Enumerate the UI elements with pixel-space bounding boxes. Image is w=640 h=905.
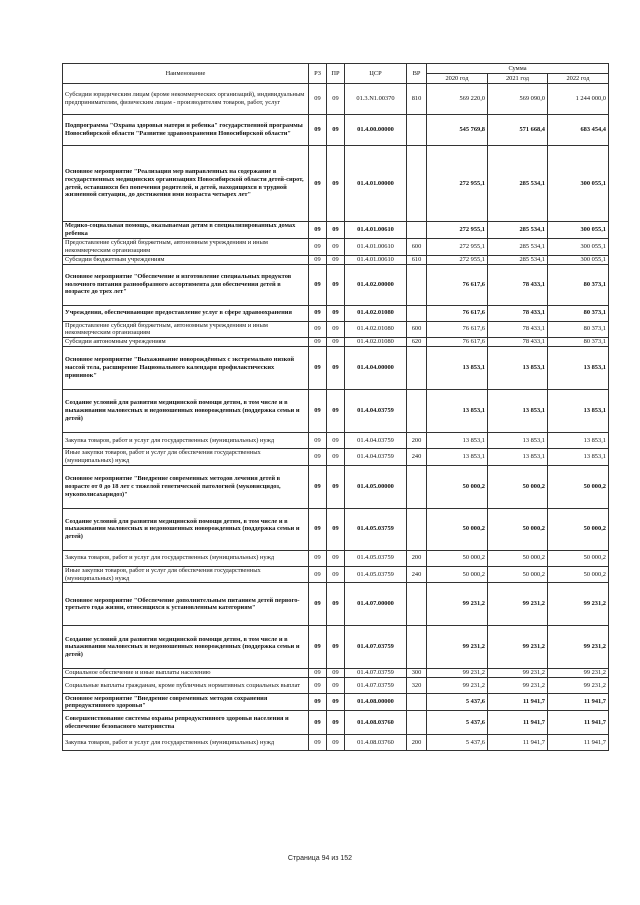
row-rz: 09 (309, 566, 327, 583)
row-amount-2020: 50 000,2 (427, 550, 488, 566)
row-csr: 01.4.05.03759 (345, 508, 407, 550)
row-vr (407, 508, 427, 550)
row-amount-2022: 13 853,1 (548, 449, 609, 466)
row-vr: 600 (407, 239, 427, 256)
row-vr (407, 264, 427, 305)
row-amount-2021: 571 668,4 (488, 115, 548, 146)
row-amount-2022: 11 941,7 (548, 694, 609, 711)
budget-table (62, 63, 609, 751)
row-amount-2020: 272 955,1 (427, 222, 488, 239)
row-amount-2020: 76 617,6 (427, 321, 488, 338)
row-amount-2021: 78 433,1 (488, 305, 548, 321)
row-amount-2021: 569 090,0 (488, 84, 548, 115)
row-amount-2020: 272 955,1 (427, 239, 488, 256)
row-csr: 01.4.02.01080 (345, 338, 407, 347)
row-amount-2020: 76 617,6 (427, 338, 488, 347)
row-csr: 01.4.00.00000 (345, 115, 407, 146)
row-pr: 09 (327, 626, 345, 669)
row-pr: 09 (327, 239, 345, 256)
row-amount-2022: 80 373,1 (548, 264, 609, 305)
row-amount-2020: 569 220,0 (427, 84, 488, 115)
row-amount-2021: 285 534,1 (488, 239, 548, 256)
table-row (63, 347, 609, 390)
row-amount-2021: 78 433,1 (488, 321, 548, 338)
row-rz: 09 (309, 669, 327, 678)
row-amount-2020: 99 231,2 (427, 678, 488, 694)
row-rz: 09 (309, 711, 327, 735)
table-row (63, 84, 609, 115)
row-vr (407, 222, 427, 239)
row-name: Социальное обеспечение и иные выплаты населению (63, 669, 309, 678)
row-pr: 09 (327, 321, 345, 338)
row-name: Основное мероприятие "Внедрение современных методов лечения детей в возрасте от 0 до 18 лет с тяжелой генетической патологией (муковисцидоз, мукополисахаридоз)" (63, 465, 309, 508)
row-vr: 200 (407, 735, 427, 751)
row-amount-2022: 99 231,2 (548, 678, 609, 694)
table-row (63, 711, 609, 735)
header-csr: ЦСР (345, 64, 407, 84)
row-vr (407, 465, 427, 508)
table-row (63, 465, 609, 508)
row-rz: 09 (309, 146, 327, 222)
row-csr: 01.4.01.00000 (345, 146, 407, 222)
row-amount-2020: 13 853,1 (427, 390, 488, 433)
row-csr: 01.4.07.03759 (345, 678, 407, 694)
row-csr: 01.4.04.03759 (345, 449, 407, 466)
row-pr: 09 (327, 449, 345, 466)
row-vr: 240 (407, 449, 427, 466)
row-rz: 09 (309, 264, 327, 305)
row-csr: 01.4.08.00000 (345, 694, 407, 711)
row-name: Иные закупки товаров, работ и услуг для обеспечения государственных (муниципальных) нужд (63, 449, 309, 466)
table-row (63, 678, 609, 694)
row-amount-2020: 76 617,6 (427, 264, 488, 305)
row-pr: 09 (327, 264, 345, 305)
row-amount-2022: 50 000,2 (548, 550, 609, 566)
row-amount-2021: 50 000,2 (488, 550, 548, 566)
row-csr: 01.4.05.00000 (345, 465, 407, 508)
row-rz: 09 (309, 735, 327, 751)
row-amount-2021: 50 000,2 (488, 566, 548, 583)
row-rz: 09 (309, 115, 327, 146)
row-pr: 09 (327, 338, 345, 347)
row-amount-2021: 13 853,1 (488, 433, 548, 449)
row-vr (407, 115, 427, 146)
row-rz: 09 (309, 583, 327, 626)
row-csr: 01.4.04.03759 (345, 390, 407, 433)
row-amount-2022: 50 000,2 (548, 508, 609, 550)
row-rz: 09 (309, 449, 327, 466)
row-rz: 09 (309, 390, 327, 433)
row-amount-2022: 50 000,2 (548, 566, 609, 583)
row-pr: 09 (327, 390, 345, 433)
row-csr: 01.4.07.00000 (345, 583, 407, 626)
row-amount-2022: 80 373,1 (548, 321, 609, 338)
table-body (63, 84, 609, 751)
row-amount-2020: 5 437,6 (427, 735, 488, 751)
row-vr: 240 (407, 566, 427, 583)
row-amount-2022: 1 244 000,0 (548, 84, 609, 115)
row-csr: 01.4.01.00610 (345, 239, 407, 256)
row-name: Предоставление субсидий бюджетным, автономным учреждениям и иным некоммерческим организациям (63, 239, 309, 256)
row-pr: 09 (327, 550, 345, 566)
row-amount-2022: 300 055,1 (548, 255, 609, 264)
row-name: Субсидии юридическим лицам (кроме некоммерческих организаций), индивидуальным предпринимателям, физическим лицам - производителям товаров, работ, услуг (63, 84, 309, 115)
row-vr: 200 (407, 433, 427, 449)
row-pr: 09 (327, 347, 345, 390)
row-vr (407, 583, 427, 626)
row-amount-2021: 50 000,2 (488, 465, 548, 508)
row-amount-2021: 99 231,2 (488, 669, 548, 678)
row-amount-2021: 285 534,1 (488, 255, 548, 264)
row-name: Закупка товаров, работ и услуг для государственных (муниципальных) нужд (63, 433, 309, 449)
table-row (63, 239, 609, 256)
row-pr: 09 (327, 583, 345, 626)
row-amount-2022: 99 231,2 (548, 626, 609, 669)
row-csr: 01.4.01.00610 (345, 255, 407, 264)
header-vr: ВР (407, 64, 427, 84)
row-pr: 09 (327, 115, 345, 146)
row-pr: 09 (327, 222, 345, 239)
row-amount-2021: 13 853,1 (488, 390, 548, 433)
row-amount-2021: 99 231,2 (488, 678, 548, 694)
row-vr (407, 694, 427, 711)
row-amount-2021: 285 534,1 (488, 146, 548, 222)
row-vr (407, 626, 427, 669)
row-rz: 09 (309, 550, 327, 566)
row-vr: 320 (407, 678, 427, 694)
table-row (63, 669, 609, 678)
row-vr: 810 (407, 84, 427, 115)
row-pr: 09 (327, 465, 345, 508)
row-name: Основное мероприятие "Обеспечение и изготовление специальных продуктов молочного питания разнообразного ассортимента для обеспечения детей в возрасте до трех лет" (63, 264, 309, 305)
row-amount-2020: 5 437,6 (427, 711, 488, 735)
row-rz: 09 (309, 222, 327, 239)
row-amount-2022: 683 454,4 (548, 115, 609, 146)
row-name: Социальные выплаты гражданам, кроме публичных нормативных социальных выплат (63, 678, 309, 694)
row-csr: 01.4.02.01080 (345, 321, 407, 338)
row-csr: 01.4.07.03759 (345, 626, 407, 669)
row-amount-2020: 272 955,1 (427, 255, 488, 264)
row-amount-2020: 272 955,1 (427, 146, 488, 222)
row-amount-2020: 99 231,2 (427, 583, 488, 626)
row-amount-2022: 80 373,1 (548, 305, 609, 321)
row-amount-2020: 50 000,2 (427, 465, 488, 508)
row-pr: 09 (327, 508, 345, 550)
page-footer: Страница 94 из 152 (287, 855, 353, 862)
row-amount-2022: 13 853,1 (548, 347, 609, 390)
row-vr (407, 711, 427, 735)
header-pr: ПР (327, 64, 345, 84)
row-rz: 09 (309, 433, 327, 449)
table-row (63, 390, 609, 433)
row-amount-2022: 300 055,1 (548, 146, 609, 222)
row-amount-2021: 99 231,2 (488, 626, 548, 669)
header-name: Наименование (63, 64, 309, 84)
row-amount-2022: 11 941,7 (548, 711, 609, 735)
row-amount-2021: 11 941,7 (488, 735, 548, 751)
row-pr: 09 (327, 255, 345, 264)
row-amount-2020: 13 853,1 (427, 433, 488, 449)
row-csr: 01.4.05.03759 (345, 550, 407, 566)
table-row (63, 305, 609, 321)
row-amount-2022: 11 941,7 (548, 735, 609, 751)
row-csr: 01.4.08.03760 (345, 711, 407, 735)
row-rz: 09 (309, 239, 327, 256)
table-row (63, 321, 609, 338)
row-amount-2020: 13 853,1 (427, 449, 488, 466)
row-rz: 09 (309, 347, 327, 390)
row-amount-2020: 545 769,8 (427, 115, 488, 146)
row-amount-2021: 285 534,1 (488, 222, 548, 239)
row-pr: 09 (327, 669, 345, 678)
row-rz: 09 (309, 305, 327, 321)
row-pr: 09 (327, 694, 345, 711)
row-pr: 09 (327, 146, 345, 222)
row-vr: 600 (407, 321, 427, 338)
row-amount-2022: 13 853,1 (548, 390, 609, 433)
row-name: Основное мероприятие "Обеспечение дополнительным питанием детей первого-третьего года жизни, относящихся к установленным категориям" (63, 583, 309, 626)
table-row (63, 449, 609, 466)
table-row (63, 735, 609, 751)
row-rz: 09 (309, 694, 327, 711)
row-pr: 09 (327, 433, 345, 449)
row-name: Медико-социальная помощь, оказываемая детям в специализированных домах ребенка (63, 222, 309, 239)
row-rz: 09 (309, 321, 327, 338)
row-name: Подпрограмма "Охрана здоровья матери и ребенка" государственной программы Новосибирской области "Развитие здравоохранения Новосибирской области" (63, 115, 309, 146)
row-name: Предоставление субсидий бюджетным, автономным учреждениям и иным некоммерческим организациям (63, 321, 309, 338)
row-amount-2020: 99 231,2 (427, 626, 488, 669)
row-rz: 09 (309, 84, 327, 115)
row-amount-2021: 78 433,1 (488, 264, 548, 305)
table-row (63, 222, 609, 239)
header-sum: Сумма (427, 64, 609, 74)
row-vr (407, 347, 427, 390)
row-vr: 200 (407, 550, 427, 566)
row-csr: 01.4.07.03759 (345, 669, 407, 678)
row-amount-2021: 50 000,2 (488, 508, 548, 550)
row-name: Основное мероприятие "Выхаживание новорождённых с экстремально низкой массой тела, расширение Национального календаря профилактических прививок" (63, 347, 309, 390)
row-name: Основное мероприятие "Внедрение современных методов сохранения репродуктивного здоровья" (63, 694, 309, 711)
row-amount-2021: 78 433,1 (488, 338, 548, 347)
row-name: Учреждения, обеспечивающие предоставление услуг в сфере здравоохранения (63, 305, 309, 321)
row-csr: 01.4.08.03760 (345, 735, 407, 751)
row-name: Субсидии бюджетным учреждениям (63, 255, 309, 264)
row-name: Закупка товаров, работ и услуг для государственных (муниципальных) нужд (63, 735, 309, 751)
header-2022: 2022 год (548, 74, 609, 84)
row-amount-2021: 13 853,1 (488, 449, 548, 466)
row-amount-2022: 99 231,2 (548, 583, 609, 626)
row-pr: 09 (327, 305, 345, 321)
row-name: Основное мероприятие "Реализация мер направленных на содержание в государственных медицинских организациях Новосибирской области детей-сирот, детей, оставшихся без попечения родителей, и детей, находящихся в трудной жизненной ситуации, до достижения ими возраста четырех лет" (63, 146, 309, 222)
row-csr: 01.4.02.01080 (345, 305, 407, 321)
row-csr: 01.4.04.00000 (345, 347, 407, 390)
row-amount-2022: 99 231,2 (548, 669, 609, 678)
row-name: Создание условий для развития медицинской помощи детям, в том числе и в выхаживании маловесных и недоношенных новорожденных (поддержка семьи и детей) (63, 390, 309, 433)
row-amount-2022: 13 853,1 (548, 433, 609, 449)
header-row (63, 64, 609, 74)
table-row (63, 566, 609, 583)
row-vr (407, 146, 427, 222)
table-row (63, 694, 609, 711)
row-amount-2020: 99 231,2 (427, 669, 488, 678)
header-2021: 2021 год (488, 74, 548, 84)
row-csr: 01.3.N1.00370 (345, 84, 407, 115)
row-vr (407, 305, 427, 321)
row-amount-2020: 5 437,6 (427, 694, 488, 711)
row-pr: 09 (327, 678, 345, 694)
row-name: Совершенствование системы охраны репродуктивного здоровья населения и обеспечение безопасного материнства (63, 711, 309, 735)
table-row (63, 433, 609, 449)
row-csr: 01.4.01.00610 (345, 222, 407, 239)
row-amount-2020: 13 853,1 (427, 347, 488, 390)
table-row (63, 583, 609, 626)
row-rz: 09 (309, 508, 327, 550)
row-rz: 09 (309, 678, 327, 694)
row-rz: 09 (309, 626, 327, 669)
row-csr: 01.4.05.03759 (345, 566, 407, 583)
row-amount-2022: 300 055,1 (548, 239, 609, 256)
row-vr: 300 (407, 669, 427, 678)
header-rz: РЗ (309, 64, 327, 84)
row-amount-2020: 50 000,2 (427, 566, 488, 583)
row-vr: 610 (407, 255, 427, 264)
row-name: Создание условий для развития медицинской помощи детям, в том числе и в выхаживании маловесных и недоношенных новорожденных (поддержка семьи и детей) (63, 508, 309, 550)
row-amount-2020: 76 617,6 (427, 305, 488, 321)
row-pr: 09 (327, 84, 345, 115)
table-row (63, 508, 609, 550)
table-row (63, 146, 609, 222)
row-amount-2022: 300 055,1 (548, 222, 609, 239)
row-amount-2021: 11 941,7 (488, 711, 548, 735)
row-amount-2021: 13 853,1 (488, 347, 548, 390)
table-row (63, 115, 609, 146)
table-row (63, 338, 609, 347)
row-name: Создание условий для развития медицинской помощи детям, в том числе и в выхаживании маловесных и недоношенных новорожденных (поддержка семьи и детей) (63, 626, 309, 669)
row-rz: 09 (309, 255, 327, 264)
row-pr: 09 (327, 711, 345, 735)
row-vr: 620 (407, 338, 427, 347)
row-pr: 09 (327, 566, 345, 583)
table-row (63, 255, 609, 264)
table-row (63, 264, 609, 305)
row-vr (407, 390, 427, 433)
row-amount-2020: 50 000,2 (427, 508, 488, 550)
row-amount-2021: 11 941,7 (488, 694, 548, 711)
row-csr: 01.4.04.03759 (345, 433, 407, 449)
table-row (63, 550, 609, 566)
row-name: Субсидии автономным учреждениям (63, 338, 309, 347)
row-csr: 01.4.02.00000 (345, 264, 407, 305)
header-2020: 2020 год (427, 74, 488, 84)
row-name: Закупка товаров, работ и услуг для государственных (муниципальных) нужд (63, 550, 309, 566)
row-pr: 09 (327, 735, 345, 751)
row-amount-2022: 80 373,1 (548, 338, 609, 347)
row-rz: 09 (309, 338, 327, 347)
row-rz: 09 (309, 465, 327, 508)
row-amount-2021: 99 231,2 (488, 583, 548, 626)
table-row (63, 626, 609, 669)
row-amount-2022: 50 000,2 (548, 465, 609, 508)
row-name: Иные закупки товаров, работ и услуг для обеспечения государственных (муниципальных) нужд (63, 566, 309, 583)
